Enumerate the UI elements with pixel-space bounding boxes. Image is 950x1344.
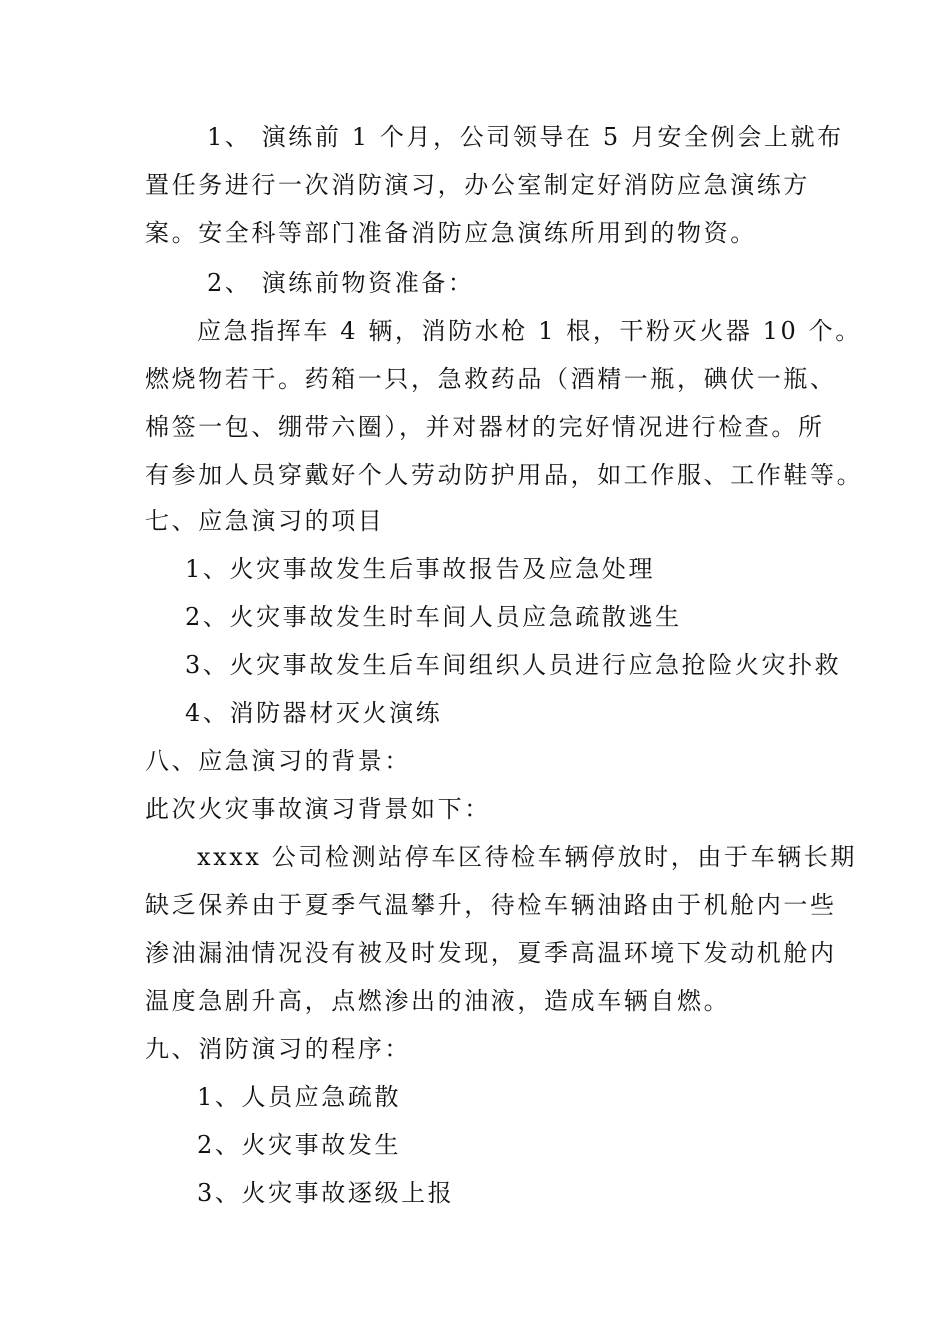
paragraph-line: xxxx 公司检测站停车区待检车辆停放时，由于车辆长期 — [197, 843, 857, 871]
section-heading: 九、消防演习的程序： — [145, 1035, 411, 1063]
paragraph-line: 燃烧物若干。药箱一只，急救药品（酒精一瓶，碘伏一瓶、 — [145, 365, 837, 393]
paragraph-line: 案。安全科等部门准备消防应急演练所用到的物资。 — [145, 219, 757, 247]
paragraph-line: 此次火灾事故演习背景如下： — [145, 795, 491, 823]
paragraph-line: 温度急剧升高，点燃渗出的油液，造成车辆自燃。 — [145, 987, 731, 1015]
section-heading: 七、应急演习的项目 — [145, 507, 385, 535]
paragraph-line: 有参加人员穿戴好个人劳动防护用品，如工作服、工作鞋等。 — [145, 461, 864, 489]
section-heading: 八、应急演习的背景： — [145, 747, 411, 775]
list-item: 3、火灾事故发生后车间组织人员进行应急抢险火灾扑救 — [185, 651, 842, 679]
list-item: 1、人员应急疏散 — [197, 1083, 402, 1111]
paragraph-line: 缺乏保养由于夏季气温攀升，待检车辆油路由于机舱内一些 — [145, 891, 837, 919]
paragraph-line: 2、 演练前物资准备： — [207, 269, 475, 297]
paragraph-line: 渗油漏油情况没有被及时发现，夏季高温环境下发动机舱内 — [145, 939, 837, 967]
paragraph-line: 置任务进行一次消防演习，办公室制定好消防应急演练方 — [145, 171, 810, 199]
paragraph-line: 应急指挥车 4 辆，消防水枪 1 根，干粉灭火器 10 个。 — [197, 317, 862, 345]
paragraph-line: 1、 演练前 1 个月，公司领导在 5 月安全例会上就布 — [207, 123, 844, 151]
list-item: 4、消防器材灭火演练 — [185, 699, 443, 727]
list-item: 2、火灾事故发生 — [197, 1131, 402, 1159]
list-item: 2、火灾事故发生时车间人员应急疏散逃生 — [185, 603, 682, 631]
list-item: 3、火灾事故逐级上报 — [197, 1179, 455, 1207]
list-item: 1、火灾事故发生后事故报告及应急处理 — [185, 555, 656, 583]
paragraph-line: 棉签一包、绷带六圈），并对器材的完好情况进行检查。所 — [145, 413, 825, 441]
